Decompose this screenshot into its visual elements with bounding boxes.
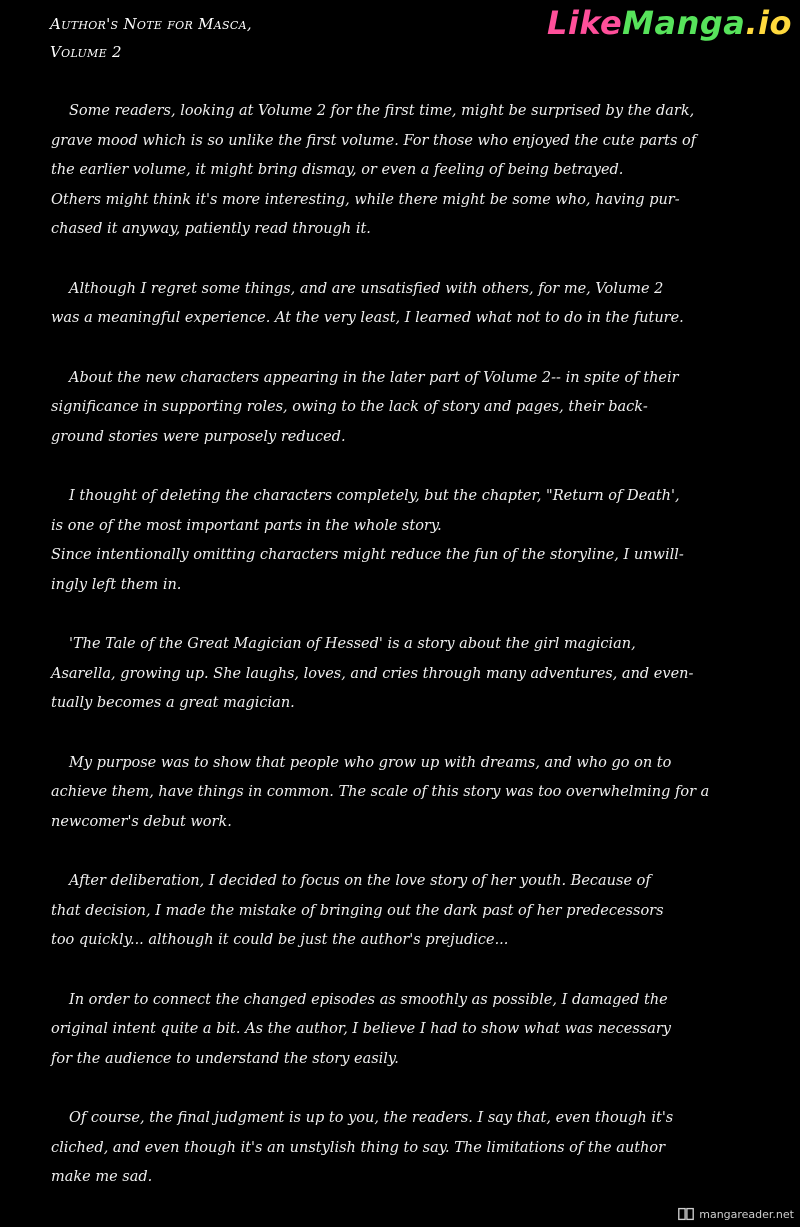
text-line: grave mood which is so unlike the first volume. For those who enjoyed the cute parts of <box>51 132 697 149</box>
text-line: is one of the most important parts in the whole story. <box>51 517 442 534</box>
text-line: achieve them, have things in common. The scale of this story was too overwhelming for a <box>51 784 710 800</box>
text-line: Some readers, looking at Volume 2 for the first time, might be surprised by the dark, <box>69 103 695 119</box>
text-line: Since intentionally omitting characters might reduce the fun of the storyline, I unwill- <box>51 547 684 563</box>
note-body <box>51 97 761 1223</box>
watermark-manga: Manga <box>622 4 746 42</box>
text-line: chased it anyway, patiently read through it. <box>51 221 371 237</box>
paragraph <box>51 482 761 600</box>
paragraph <box>51 630 761 719</box>
text-line: Others might think it's more interesting, while there might be some who, having pur- <box>51 191 680 208</box>
watermark-io: .io <box>745 4 792 42</box>
text-line: cliched, and even though it's an unstylish thing to say. The limitations of the author <box>51 1139 666 1156</box>
text-line: 'The Tale of the Great Magician of Hessed' is a story about the girl magician, <box>69 636 636 652</box>
paragraph <box>51 1104 761 1193</box>
text-line: for the audience to understand the story easily. <box>51 1050 399 1067</box>
text-line: ground stories were purposely reduced. <box>51 428 346 445</box>
text-line: tually becomes a great magician. <box>51 695 295 711</box>
note-title: Author's Note for Masca, <box>50 15 252 33</box>
text-line: Of course, the final judgment is up to you, the readers. I say that, even though it's <box>69 1110 674 1126</box>
paragraph <box>51 986 761 1075</box>
text-line: Although I regret some things, and are unsatisfied with others, for me, Volume 2 <box>69 280 664 297</box>
footer-site-mark <box>677 1205 794 1223</box>
text-line: About the new characters appearing in the later part of Volume 2-- in spite of their <box>69 369 679 386</box>
text-line: newcomer's debut work. <box>51 813 232 830</box>
text-line: significance in supporting roles, owing to the lack of story and pages, their back- <box>51 399 648 415</box>
paragraph <box>51 749 761 838</box>
text-line: the earlier volume, it might bring dismay, or even a feeling of being betrayed. <box>51 162 624 178</box>
note-header <box>50 10 252 66</box>
text-line: My purpose was to show that people who grow up with dreams, and who go on to <box>69 754 672 771</box>
text-line: ingly left them in. <box>51 576 182 593</box>
footer-site-text: mangareader.net <box>699 1207 794 1221</box>
text-line: original intent quite a bit. As the author, I believe I had to show what was necessary <box>51 1021 671 1037</box>
text-line: was a meaningful experience. At the very least, I learned what not to do in the future. <box>51 310 684 326</box>
paragraph <box>51 867 761 956</box>
text-line: In order to connect the changed episodes as smoothly as possible, I damaged the <box>69 991 668 1008</box>
text-line: After deliberation, I decided to focus on the love story of her youth. Because of <box>69 873 651 889</box>
site-watermark-logo <box>547 4 792 42</box>
paragraph <box>51 97 761 245</box>
paragraph <box>51 275 761 334</box>
watermark-like: Like <box>546 4 623 42</box>
paragraph <box>51 364 761 453</box>
text-line: that decision, I made the mistake of bringing out the dark past of her predecessors <box>51 902 664 919</box>
text-line: Asarella, growing up. She laughs, loves, and cries through many adventures, and even- <box>51 665 694 682</box>
text-line: too quickly... although it could be just the author's prejudice... <box>51 932 509 948</box>
text-line: I thought of deleting the characters completely, but the chapter, "Return of Death', <box>69 488 680 504</box>
note-subtitle: Volume 2 <box>50 43 122 61</box>
book-logo-icon <box>677 1205 695 1223</box>
text-line: make me sad. <box>51 1169 153 1185</box>
